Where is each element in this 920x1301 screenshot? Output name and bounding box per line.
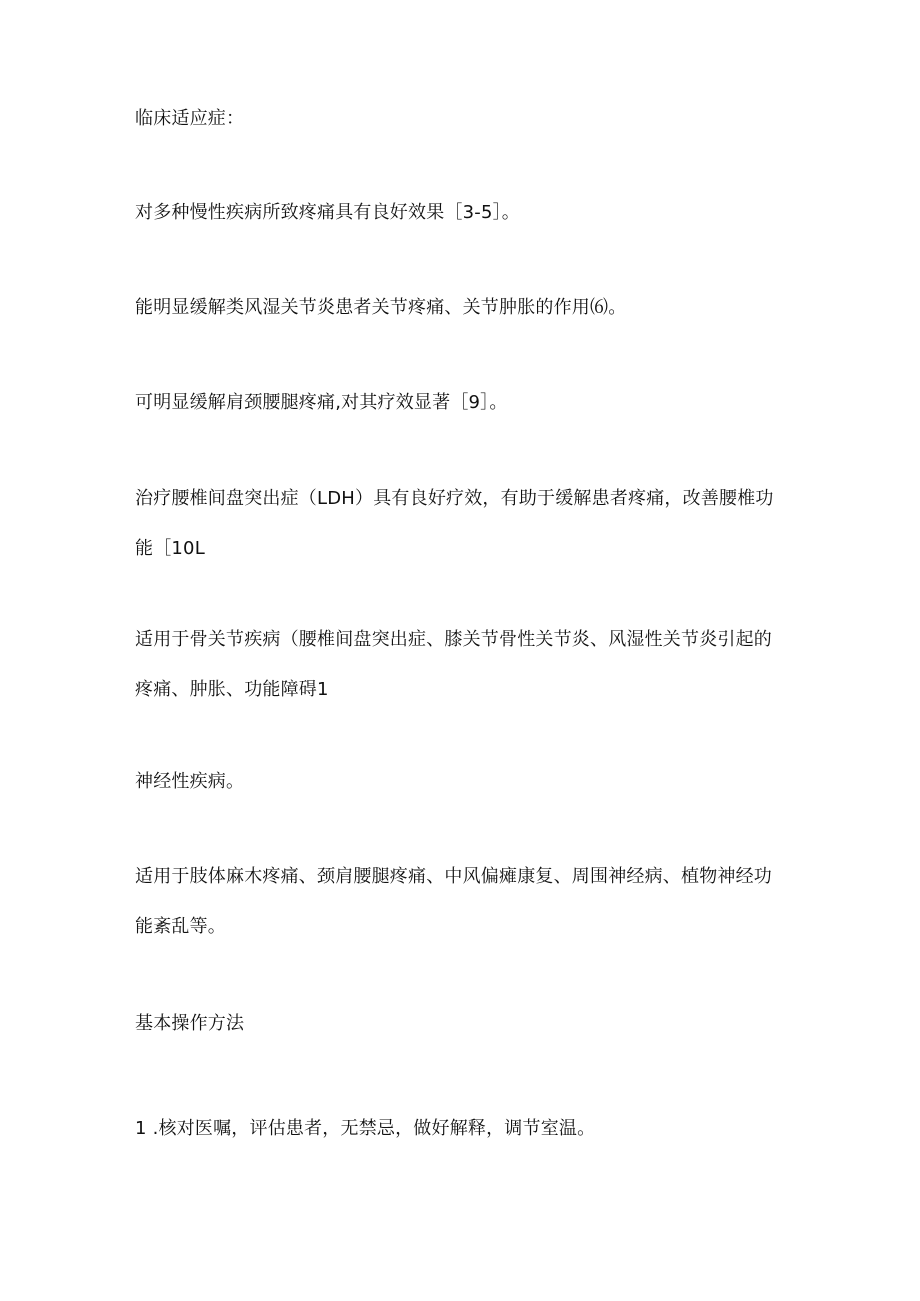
paragraph-step-1: 1 .核对医嘱，评估患者，无禁忌，做好解释，调节室温。	[135, 1118, 596, 1139]
paragraph-bone-joint-disease: 适用于骨关节疾病（腰椎间盘突出症、膝关节骨性关节炎、风湿性关节炎引起的疼痛、肿胀、功能障碍1	[135, 629, 772, 700]
paragraph-neck-back-pain: 可明显缓解肩颈腰腿疼痛,对其疗效显著［9］。	[135, 392, 508, 413]
section-heading-basic-operation: 基本操作方法	[135, 1013, 245, 1034]
paragraph-ldh: 治疗腰椎间盘突出症（LDH）具有良好疗效，有助于缓解患者疼痛，改善腰椎功能［10L	[135, 488, 774, 559]
paragraph-chronic-pain: 对多种慢性疾病所致疼痛具有良好效果［3-5］。	[135, 202, 520, 223]
paragraph-limb-numbness: 适用于肢体麻木疼痛、颈肩腰腿疼痛、中风偏瘫康复、周围神经病、植物神经功能紊乱等。	[135, 866, 772, 937]
paragraph-neurological: 神经性疾病。	[135, 771, 245, 792]
section-heading-indications: 临床适应症：	[135, 108, 245, 129]
paragraph-rheumatoid-arthritis: 能明显缓解类风湿关节炎患者关节疼痛、关节肿胀的作用⑹。	[135, 297, 627, 318]
